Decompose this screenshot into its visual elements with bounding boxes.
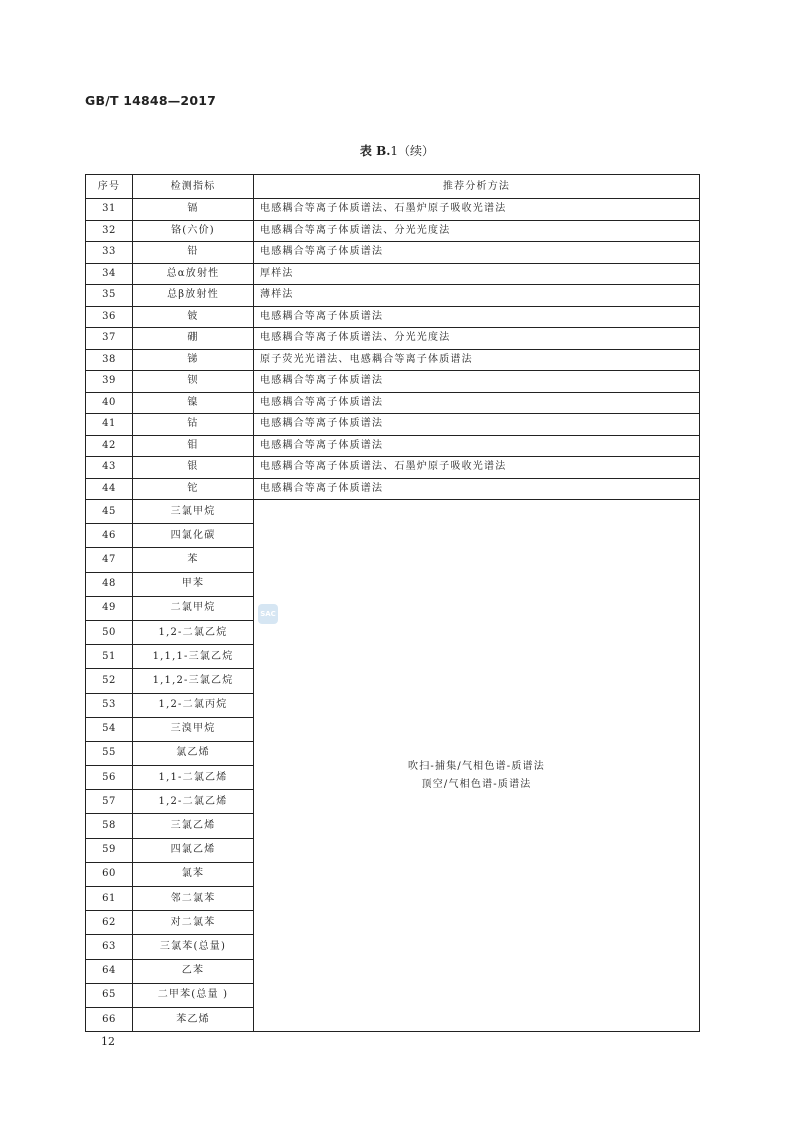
row-number: 58 [86,814,133,838]
analysis-method: 电感耦合等离子体质谱法 [254,414,700,436]
table-row [86,500,700,524]
col-header-no: 序号 [86,175,133,199]
table-row [86,220,700,242]
analysis-method-table [85,174,700,1032]
row-number: 56 [86,766,133,790]
standard-code: GB/T 14848—2017 [85,93,217,108]
row-number: 40 [86,392,133,414]
indicator-name: 四氯化碳 [133,524,254,548]
indicator-name: 硼 [133,328,254,350]
row-number: 43 [86,457,133,479]
indicator-name: 四氯乙烯 [133,838,254,862]
row-number: 49 [86,596,133,620]
indicator-name: 甲苯 [133,572,254,596]
col-header-method: 推荐分析方法 [254,175,700,199]
analysis-method: 电感耦合等离子体质谱法 [254,392,700,414]
row-number: 54 [86,717,133,741]
indicator-name: 三氯苯(总量) [133,935,254,959]
row-number: 62 [86,911,133,935]
analysis-method: 电感耦合等离子体质谱法、分光光度法 [254,220,700,242]
row-number: 38 [86,349,133,371]
indicator-name: 1,1-二氯乙烯 [133,766,254,790]
row-number: 55 [86,741,133,765]
row-number: 59 [86,838,133,862]
indicator-name: 氯苯 [133,862,254,886]
indicator-name: 苯 [133,548,254,572]
analysis-method: 电感耦合等离子体质谱法 [254,435,700,457]
indicator-name: 镍 [133,392,254,414]
table-body [86,199,700,1032]
indicator-name: 铍 [133,306,254,328]
row-number: 63 [86,935,133,959]
row-number: 51 [86,645,133,669]
indicator-name: 钡 [133,371,254,393]
analysis-method: 原子荧光光谱法、电感耦合等离子体质谱法 [254,349,700,371]
indicator-name: 锑 [133,349,254,371]
table-title [0,142,794,159]
table-row [86,285,700,307]
row-number: 35 [86,285,133,307]
table-row [86,371,700,393]
indicator-name: 三氯甲烷 [133,500,254,524]
row-number: 48 [86,572,133,596]
row-number: 41 [86,414,133,436]
indicator-name: 1,1,1-三氯乙烷 [133,645,254,669]
table-title-suffix: 1（续） [390,144,435,158]
indicator-name: 三氯乙烯 [133,814,254,838]
row-number: 45 [86,500,133,524]
indicator-name: 三溴甲烷 [133,717,254,741]
analysis-method: 电感耦合等离子体质谱法、石墨炉原子吸收光谱法 [254,199,700,221]
row-number: 39 [86,371,133,393]
analysis-method: 薄样法 [254,285,700,307]
row-number: 36 [86,306,133,328]
table-row [86,435,700,457]
indicator-name: 铅 [133,242,254,264]
indicator-name: 乙苯 [133,959,254,983]
row-number: 66 [86,1007,133,1031]
watermark-stamp: SAC [258,604,278,624]
analysis-method: 电感耦合等离子体质谱法、石墨炉原子吸收光谱法 [254,457,700,479]
row-number: 33 [86,242,133,264]
row-number: 50 [86,620,133,644]
row-number: 47 [86,548,133,572]
table-row [86,349,700,371]
indicator-name: 1,2-二氯丙烷 [133,693,254,717]
indicator-name: 苯乙烯 [133,1007,254,1031]
indicator-name: 钴 [133,414,254,436]
table-title-label: 表 B. [359,144,391,158]
table-row [86,478,700,500]
indicator-name: 铊 [133,478,254,500]
table-row [86,306,700,328]
table-header-row [86,175,700,199]
table-row [86,242,700,264]
grouped-analysis-method [254,500,700,1032]
table-row [86,328,700,350]
row-number: 42 [86,435,133,457]
row-number: 61 [86,887,133,911]
row-number: 52 [86,669,133,693]
table-row [86,263,700,285]
col-header-item: 检测指标 [133,175,254,199]
row-number: 32 [86,220,133,242]
indicator-name: 铬(六价) [133,220,254,242]
indicator-name: 二氯甲烷 [133,596,254,620]
table-row [86,457,700,479]
indicator-name: 1,1,2-三氯乙烷 [133,669,254,693]
analysis-method: 厚样法 [254,263,700,285]
indicator-name: 总β放射性 [133,285,254,307]
indicator-name: 银 [133,457,254,479]
indicator-name: 氯乙烯 [133,741,254,765]
row-number: 64 [86,959,133,983]
row-number: 57 [86,790,133,814]
indicator-name: 1,2-二氯乙烷 [133,620,254,644]
row-number: 65 [86,983,133,1007]
row-number: 44 [86,478,133,500]
analysis-method: 电感耦合等离子体质谱法 [254,478,700,500]
indicator-name: 邻二氯苯 [133,887,254,911]
analysis-method: 电感耦合等离子体质谱法 [254,306,700,328]
row-number: 31 [86,199,133,221]
indicator-name: 1,2-二氯乙烯 [133,790,254,814]
page-number: 12 [101,1035,115,1048]
row-number: 60 [86,862,133,886]
indicator-name: 总α放射性 [133,263,254,285]
indicator-name: 钼 [133,435,254,457]
grouped-method-line-2: 顶空/气相色谱-质谱法 [421,778,532,790]
analysis-method: 电感耦合等离子体质谱法、分光光度法 [254,328,700,350]
row-number: 53 [86,693,133,717]
indicator-name: 镉 [133,199,254,221]
row-number: 34 [86,263,133,285]
table-row [86,392,700,414]
analysis-method: 电感耦合等离子体质谱法 [254,242,700,264]
grouped-method-line-1: 吹扫-捕集/气相色谱-质谱法 [408,760,545,772]
table-row [86,199,700,221]
indicator-name: 二甲苯(总量 ) [133,983,254,1007]
indicator-name: 对二氯苯 [133,911,254,935]
row-number: 46 [86,524,133,548]
analysis-method: 电感耦合等离子体质谱法 [254,371,700,393]
row-number: 37 [86,328,133,350]
table-row [86,414,700,436]
